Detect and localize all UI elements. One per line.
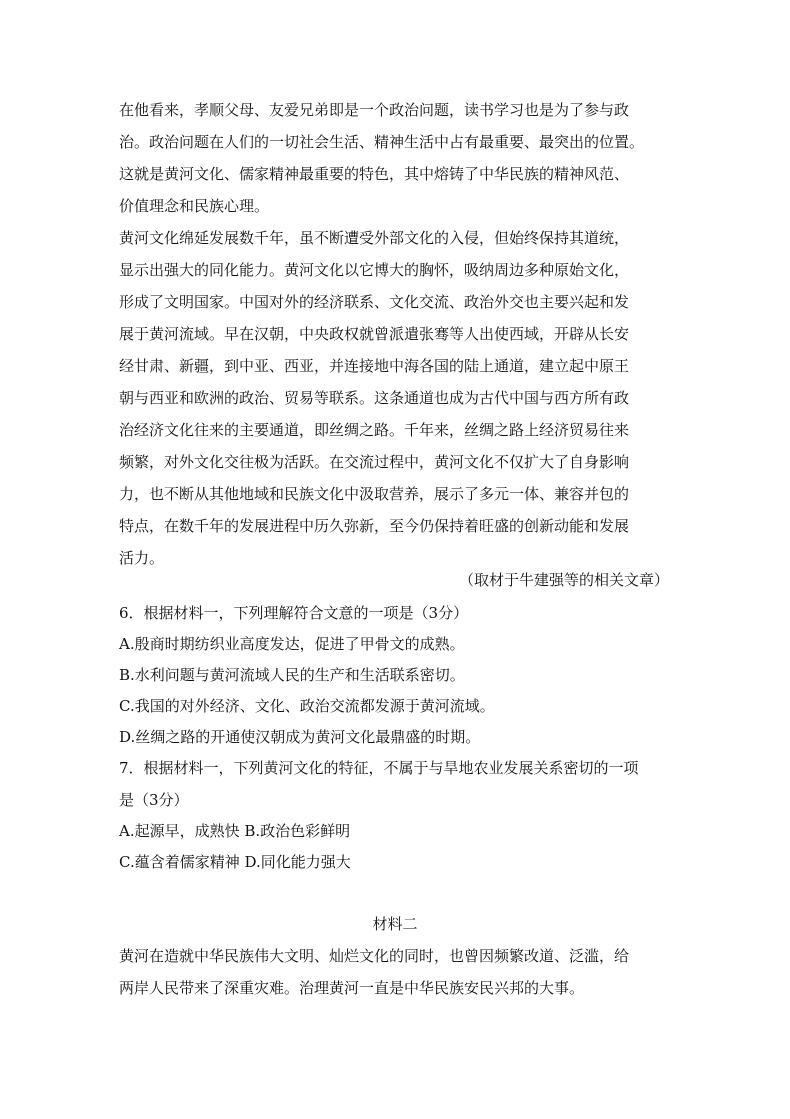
- passage-line: 活力。: [119, 549, 165, 567]
- answer-options-row: C.蕴含着儒家精神 D.同化能力强大: [119, 853, 351, 871]
- passage-line: 频繁，对外文化交往极为活跃。在交流过程中，黄河文化不仅扩大了自身影响: [119, 453, 630, 471]
- passage-line: 特点，在数千年的发展进程中历久弥新，至今仍保持着旺盛的创新动能和发展: [119, 517, 630, 535]
- passage-line: 治经济文化往来的主要通道，即丝绸之路。千年来，丝绸之路上经济贸易往来: [119, 421, 630, 439]
- passage-line: 展于黄河流域。早在汉朝，中央政权就曾派遣张骞等人出使西域，开辟从长安: [119, 325, 630, 343]
- question-stem: 6．根据材料一，下列理解符合文意的一项是（3分）: [119, 604, 469, 622]
- question-stem-continued: 是（3分）: [119, 791, 189, 809]
- answer-option-b: B.水利问题与黄河流域人民的生产和生活联系密切。: [119, 666, 465, 684]
- passage-line: 在他看来，孝顺父母、友爱兄弟即是一个政治问题，读书学习也是为了参与政: [119, 101, 630, 119]
- passage-line: 治。政治问题在人们的一切社会生活、精神生活中占有最重要、最突出的位置。: [119, 133, 645, 151]
- question-stem: 7．根据材料一，下列黄河文化的特征，不属于与旱地农业发展关系密切的一项: [119, 759, 639, 777]
- passage-line: 力，也不断从其他地域和民族文化中汲取营养，展示了多元一体、兼容并包的: [119, 485, 630, 503]
- material-line: 两岸人民带来了深重灾难。治理黄河一直是中华民族安民兴邦的大事。: [119, 979, 585, 997]
- answer-option-a: A.殷商时期纺织业高度发达，促进了甲骨文的成熟。: [119, 635, 465, 653]
- passage-line: 显示出强大的同化能力。黄河文化以它博大的胸怀，吸纳周边多种原始文化，: [119, 261, 630, 279]
- passage-line: 黄河文化绵延发展数千年，虽不断遭受外部文化的入侵，但始终保持其道统，: [119, 229, 630, 247]
- source-note: （取材于牛建强等的相关文章）: [458, 571, 669, 589]
- passage-line: 价值理念和民族心理。: [119, 197, 270, 215]
- material-title: 材料二: [372, 915, 418, 933]
- material-line: 黄河在造就中华民族伟大文明、灿烂文化的同时，也曾因频繁改道、泛滥，给: [119, 947, 630, 965]
- answer-options-row: A.起源早，成熟快 B.政治色彩鲜明: [119, 822, 351, 840]
- answer-option-d: D.丝绸之路的开通使汉朝成为黄河文化最鼎盛的时期。: [119, 728, 481, 746]
- passage-line: 这就是黄河文化、儒家精神最重要的特色，其中熔铸了中华民族的精神风范、: [119, 165, 630, 183]
- answer-option-c: C.我国的对外经济、文化、政治交流都发源于黄河流域。: [119, 697, 495, 715]
- passage-line: 经甘肃、新疆，到中亚、西亚，并连接地中海各国的陆上通道，建立起中原王: [119, 357, 630, 375]
- passage-line: 朝与西亚和欧洲的政治、贸易等联系。这条通道也成为古代中国与西方所有政: [119, 389, 630, 407]
- passage-line: 形成了文明国家。中国对外的经济联系、文化交流、政治外交也主要兴起和发: [119, 293, 630, 311]
